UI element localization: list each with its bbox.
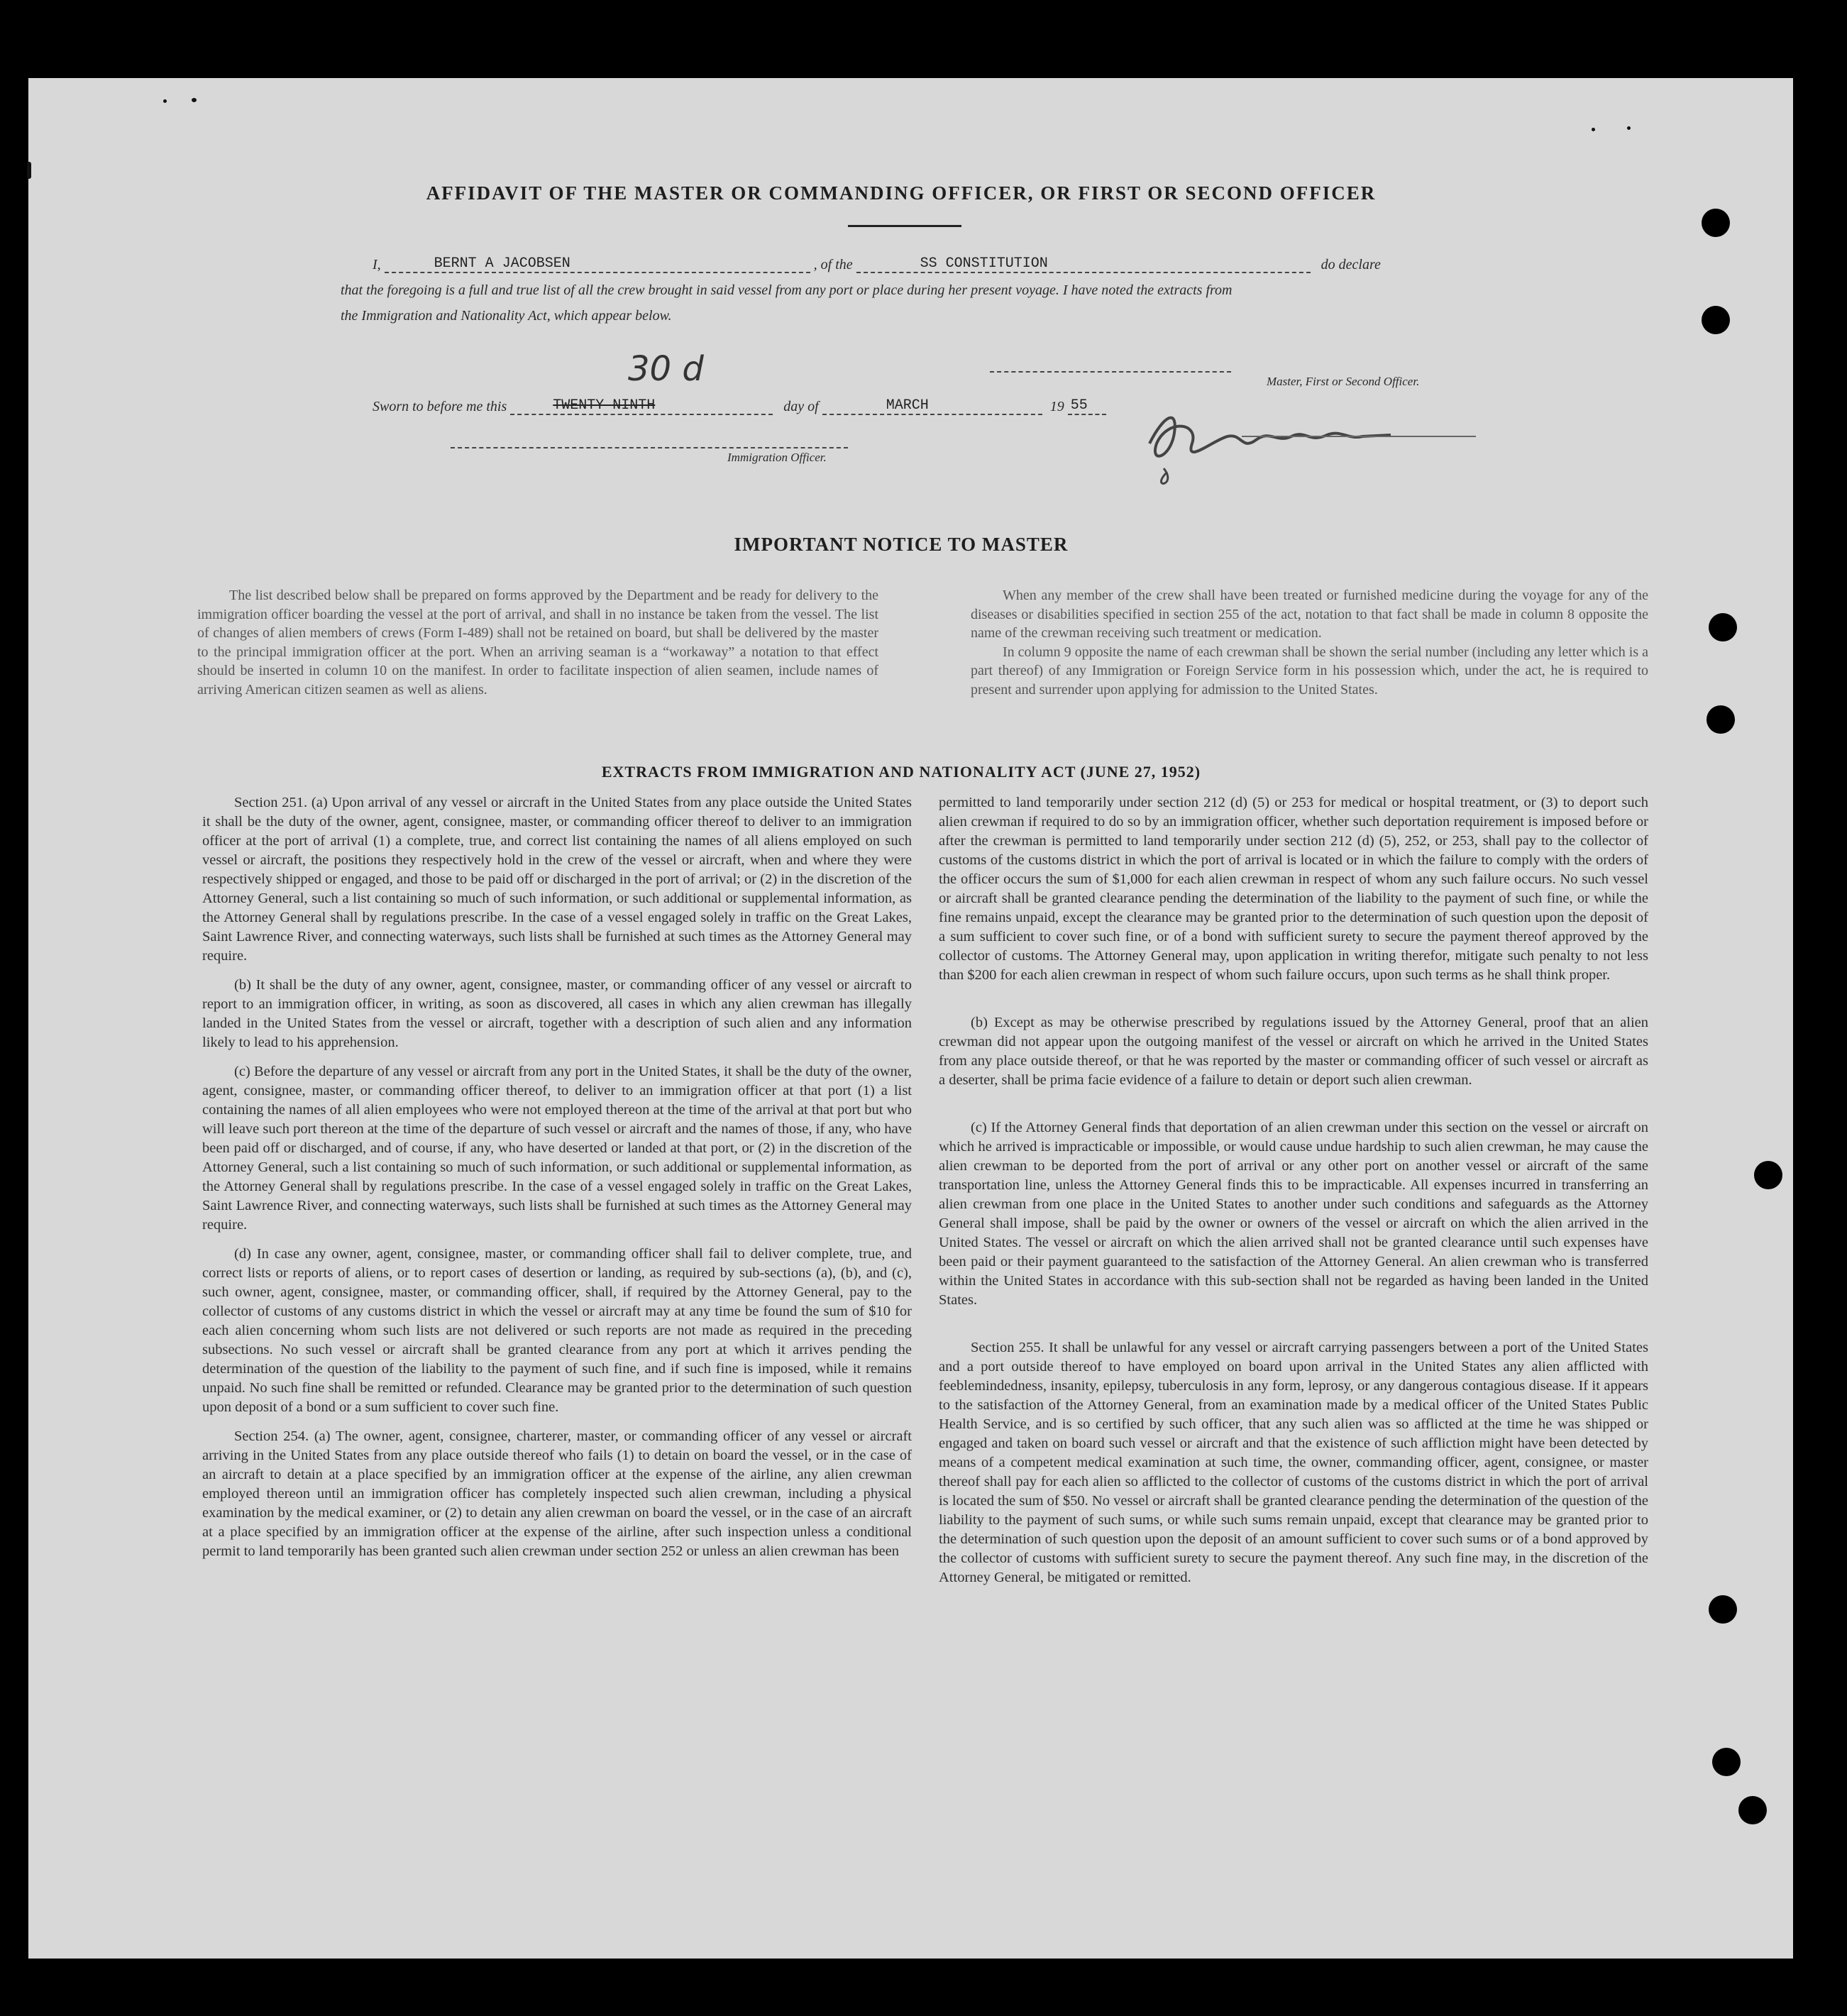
declaration-body-2: the Immigration and Nationality Act, which appear below.: [341, 308, 672, 324]
signature-line: [990, 371, 1231, 373]
extracts-right-column: [939, 793, 1648, 1587]
month-field: MARCH: [822, 397, 1042, 415]
punch-hole: [1702, 209, 1730, 237]
notice-left-column: [197, 586, 878, 699]
affidavit-heading: AFFIDAVIT OF THE MASTER OR COMMANDING OFFICER, OR FIRST OR SECOND OFFICER: [426, 182, 1377, 204]
heading-rule: [848, 225, 961, 227]
year-suffix: 55: [1068, 397, 1106, 415]
speck: [1627, 126, 1631, 130]
sworn-label: Sworn to before me this: [373, 399, 507, 414]
declaration-line: [373, 255, 1381, 273]
extracts-heading: EXTRACTS FROM IMMIGRATION AND NATIONALITY ACT (JUNE 27, 1952): [601, 763, 1201, 781]
punch-hole: [1709, 1595, 1737, 1624]
day-field: [510, 397, 773, 415]
extract-paragraph: (d) In case any owner, agent, consignee, master, or commanding officer shall fail to deliver complete, true, and correct lists or reports of aliens, or to report cases of desertion or landing, as required by sub-sections (a), (b), and (c), such owner, agent, consignee, master, or commanding officer, shall, if required by the Attorney General, pay to the collector of customs of any customs district in which the vessel or aircraft may at any time be found the sum of $10 for each alien concerning whom such lists are not delivered or such reports are not made as required in the preceding subsections. No such vessel or aircraft shall be granted clearance from any port at which it arrives pending the determination of the question of the liability to the payment of such fine, and if such fine is imposed, while it remains unpaid. No such fine shall be remitted or refunded. Clearance may be granted prior to the determination of such question upon deposit of a bond or a sum sufficient to cover such fine.: [202, 1246, 912, 1415]
notice-right-paragraph-2: In column 9 opposite the name of each crewman shall be shown the serial number (including any letter which is a part thereof) of any Immigration or Foreign Service form in his possession which, under the act, he is required to present and surrender upon applying for admission to the United States.: [971, 644, 1648, 698]
master-name-field: BERNT A JACOBSEN: [385, 255, 810, 273]
officer-label: Immigration Officer.: [727, 451, 827, 464]
extract-paragraph: (b) It shall be the duty of any owner, agent, consignee, master, or commanding officer of any vessel or aircraft to report to an immigration officer, in writing, as soon as discovered, all cases in which any alien crewman has illegally landed in the United States from the vessel or aircraft, together with a description of such alien and any information likely to lead to his apprehension.: [202, 977, 912, 1050]
notice-left-paragraph: The list described below shall be prepared on forms approved by the Department and be ready for delivery to the immigration officer boarding the vessel at the port of arrival, and shall in no instance be taken from the vessel. The list of changes of alien members of crews (Form I-489) shall not be retained on board, but shall be delivered by the master to the principal immigration officer at the port. When an arriving seaman is a “workaway” a notation to that effect should be inserted in column 10 on the manifest. In order to facilitate inspection of alien seamen, include names of arriving American citizen seamen as well as aliens.: [197, 588, 878, 698]
speck: [163, 99, 167, 103]
speck: [1592, 128, 1595, 131]
extracts-left-column: [202, 793, 912, 1561]
year-prefix: 19: [1049, 399, 1064, 414]
declaration-body-1: that the foregoing is a full and true list of all the crew brought in said vessel from any port or place during her present voyage. I have noted the extracts from: [341, 282, 1233, 298]
punch-hole: [1712, 1748, 1741, 1776]
extract-paragraph: (c) Before the departure of any vessel or aircraft from any port in the United States, it shall be the duty of the owner, agent, consignee, master, or commanding officer thereof, to deliver to an immigration officer at that port (1) a list containing the names of all alien employees who were not employed thereon at the time of the arrival at that port but who will leave such port thereon at the time of the departure of such vessel or aircraft and the names of those, if any, who have been paid off or discharged, and of course, if any, who have deserted or landed at that port, or (2) in the discretion of the Attorney General, such a list containing so much of such information, or such additional or supplemental information, as the Attorney General shall by regulations prescribe. In the case of a vessel engaged solely in traffic on the Great Lakes, Saint Lawrence River, and connecting waterways, such lists shall be furnished at such times as the Attorney General may require.: [202, 1064, 912, 1233]
document-page: [28, 78, 1793, 1959]
punch-hole: [1707, 705, 1735, 734]
edge-mark: [27, 162, 31, 179]
vessel-name-field: SS CONSTITUTION: [856, 255, 1311, 273]
year-field: [1050, 399, 1106, 414]
extract-paragraph: permitted to land temporarily under section 212 (d) (5) or 253 for medical or hospital treatment, or (3) to deport such alien crewman if required to do so by an immigration officer, whether such deportation requirement is imposed before or after the crewman is permitted to land temporarily under section 212 (d) (5), 252, or 253, shall pay to the collector of customs of the customs district in which the port of arrival is located or in which the failure to comply with the orders of the officer occurs the sum of $1,000 for each alien crewman in respect of whom any such failure occurs. No such vessel or aircraft shall be granted clearance pending the determination of the liability to the payment of such fine, or while the fine remains unpaid, except the clearance may be granted prior to the determination of such question upon the deposit of a sum sufficient to cover such fine, or of a bond with sufficient surety to secure the payment thereof approved by the collector of customs. The Attorney General may, upon application in writing therefor, mitigate such penalty to not less than $200 for each alien crewman in respect of whom such failure occurs, upon such terms as he shall think proper.: [939, 795, 1648, 983]
speck: [192, 98, 197, 102]
declare-label: do declare: [1321, 257, 1381, 272]
punch-hole: [1754, 1161, 1782, 1189]
day-typed: TWENTY NINTH: [553, 397, 656, 414]
notice-right-paragraph-1: When any member of the crew shall have been treated or furnished medicine during the voyage for any of the diseases or disabilities specified in section 255 of the act, notation to that fact shall be made in column 8 opposite the name of the crewman receiving such treatment or medication.: [971, 588, 1648, 641]
extract-paragraph: (c) If the Attorney General finds that deportation of an alien crewman under this section on the vessel or aircraft on which he arrived is impracticable or impossible, or would cause undue hardship to such alien crewman, he may cause the alien crewman to be deported from the port of arrival or any other port on another vessel or aircraft of the same transportation line, unless the Attorney General finds this to be impracticable. All expenses incurred in transferring an alien crewman from one place in the United States to another under such conditions and safeguards as the Attorney General shall impose, shall be paid by the owner or owners of the vessel or aircraft on which the alien arrived in the United States. The vessel or aircraft on which the alien arrived shall not be granted clearance until such expenses have been paid or their payment guaranteed to the satisfaction of the Attorney General. An alien crewman who is transferred within the United States in accordance with this sub-section shall not be regarded as having been landed in the United States.: [939, 1120, 1648, 1308]
extract-paragraph: Section 254. (a) The owner, agent, consignee, charterer, master, or commanding officer of any vessel or aircraft arriving in the United States from any place outside thereof who fails (1) to detain on board the vessel, or in the case of an aircraft to detain at a place specified by an immigration officer at the expense of the airline, any alien crewman employed thereon until an immigration officer has completely inspected such alien crewman, including a physical examination by the medical examiner, or (2) to detain any alien crewman on board the vessel, or in the case of an aircraft at a place specified by an immigration officer at the expense of the airline, after such inspection unless a conditional permit to land temporarily has been granted such alien crewman under section 252 or unless an alien crewman has been: [202, 1428, 912, 1559]
of-the-label: , of the: [813, 257, 853, 272]
extract-paragraph: Section 251. (a) Upon arrival of any vessel or aircraft in the United States from any place outside the United States it shall be the duty of the owner, agent, consignee, master, or commanding officer thereof to deliver to an immigration officer at the port of arrival (1) a complete, true, and correct list containing the names of all aliens employed on such vessel or aircraft, the positions they respectively hold in the crew of the vessel or aircraft, when and where they were respectively shipped or engaged, and those to be paid off or discharged in the port of arrival; or (2) in the discretion of the Attorney General, such a list containing so much of such information, or such additional or supplemental information, as the Attorney General shall by regulations prescribe. In the case of a vessel engaged solely in traffic on the Great Lakes, Saint Lawrence River, and connecting waterways, such lists shall be furnished at such times as the Attorney General may require.: [202, 795, 912, 964]
extract-paragraph: (b) Except as may be otherwise prescribed by regulations issued by the Attorney General, proof that an alien crewman did not appear upon the outgoing manifest of the vessel or aircraft on which he arrived in the United States from any place outside thereof, or that he was reported by the master or commanding officer of such vessel or aircraft as a deserter, shall be prima facie evidence of a failure to detain or deport such alien crewman.: [939, 1015, 1648, 1088]
master-signature: [1135, 401, 1533, 493]
officer-signature-line: [451, 447, 848, 448]
handwritten-day: 30 d: [628, 349, 704, 389]
i-label: I,: [373, 257, 381, 272]
punch-hole: [1738, 1796, 1767, 1824]
master-title-label: Master, First or Second Officer.: [1267, 375, 1420, 388]
day-of-label: day of: [783, 399, 819, 414]
punch-hole: [1709, 613, 1737, 641]
extract-paragraph: Section 255. It shall be unlawful for any vessel or aircraft carrying passengers between a port of the United States and a port outside thereof to have employed on board upon arrival in the United States any alien afflicted with feeblemindedness, insanity, epilepsy, tuberculosis in any form, leprosy, or any dangerous contagious disease. If it appears to the satisfaction of the Attorney General, from an examination made by a medical officer of the United States Public Health Service, and is so certified by such officer, that any such alien was so afflicted at the time he was shipped or engaged and taken on board such vessel or aircraft and that the existence of such affliction might have been detected by means of a competent medical examination at such time, the owner, commanding officer, agent, consignee, or master thereof shall pay for each alien so afflicted to the collector of customs of the customs district in which the port of arrival is located the sum of $50. No vessel or aircraft shall be granted clearance pending the determination of the question of the liability to the payment of such sums, or while such sums remain unpaid, except that clearance may be granted prior to the determination of such question upon the deposit of an amount sufficient to cover such sums or of a bond approved by the collector of customs with sufficient surety to secure the payment thereof. Any such fine may, in the discretion of the Attorney General, be mitigated or remitted.: [939, 1340, 1648, 1585]
punch-hole: [1702, 306, 1730, 334]
notice-heading: IMPORTANT NOTICE TO MASTER: [734, 534, 1069, 555]
sworn-line: [373, 397, 1106, 415]
notice-right-column: [971, 586, 1648, 699]
